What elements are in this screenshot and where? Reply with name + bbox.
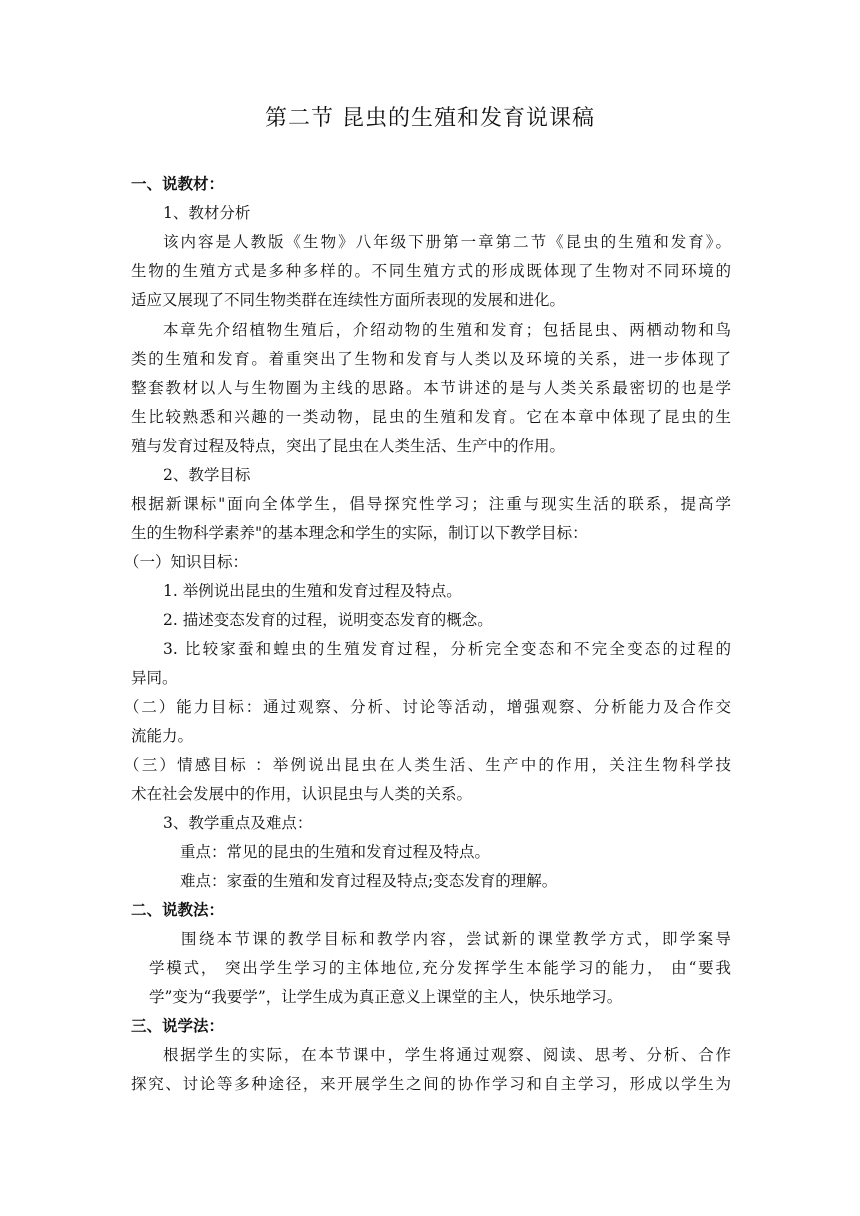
- paragraph-line: 根据学生的实际，在本节课中，学生将通过观察、阅读、思考、分析、合作: [163, 1046, 731, 1064]
- paragraph-line: 适应又展现了不同生物类群在连续性方面所表现的发展和进化。: [131, 291, 566, 309]
- knowledge-goal-item: 异同。: [131, 669, 178, 687]
- ability-goal: （二）能力目标：通过观察、分析、讨论等活动，增强观察、分析能力及合作交: [124, 698, 731, 716]
- difficult-point: 难点：家蚕的生殖和发育过程及特点;变态发育的理解。: [180, 872, 558, 890]
- paragraph-line: 根据新课标"面向全体学生，倡导探究性学习；注重与现实生活的联系，提高学: [131, 495, 731, 513]
- paragraph-line: 整套教材以人与生物圈为主线的思路。本节讲述的是与人类关系最密切的也是学: [131, 379, 731, 397]
- paragraph-line: 生的生物科学素养"的基本理念和学生的实际，制订以下教学目标：: [131, 524, 588, 542]
- ability-goal: 流能力。: [131, 727, 194, 745]
- section-heading-textbook: 一、说教材：: [131, 175, 225, 193]
- emotion-goal: （三）情感目标 ：举例说出昆虫在人类生活、生产中的作用，关注生物科学技: [124, 756, 731, 774]
- paragraph-line: 殖与发育过程及特点，突出了昆虫在人类生活、生产中的作用。: [131, 437, 566, 455]
- paragraph-line: 本章先介绍植物生殖后，介绍动物的生殖和发育；包括昆虫、两栖动物和鸟: [163, 321, 731, 339]
- page-title: 第二节 昆虫的生殖和发育说课稿: [265, 106, 595, 131]
- knowledge-goal-item: 1. 举例说出昆虫的生殖和发育过程及特点。: [163, 582, 462, 600]
- paragraph-line: 类的生殖和发育。着重突出了生物和发育与人类以及环境的关系，进一步体现了: [131, 350, 731, 368]
- emotion-goal: 术在社会发展中的作用，认识昆虫与人类的关系。: [131, 785, 473, 803]
- paragraph-line: 学模式， 突出学生学习的主体地位,充分发挥学生本能学习的能力， 由“要我: [149, 959, 731, 977]
- subheading-textbook-analysis: 1、教材分析: [163, 204, 251, 222]
- subheading-teaching-goals: 2、教学目标: [163, 466, 251, 484]
- paragraph-line: 生比较熟悉和兴趣的一类动物，昆虫的生殖和发育。它在本章中体现了昆虫的生: [131, 408, 731, 426]
- knowledge-goal-item: 3. 比较家蚕和蝗虫的生殖发育过程，分析完全变态和不完全变态的过程的: [163, 640, 731, 658]
- section-heading-learning-method: 三、说学法：: [131, 1017, 225, 1035]
- knowledge-goal-item: 2. 描述变态发育的过程，说明变态发育的概念。: [163, 611, 493, 629]
- paragraph-line: 围绕本节课的教学目标和教学内容，尝试新的课堂教学方式，即学案导: [181, 930, 731, 948]
- paragraph-line: 探究、讨论等多种途径，来开展学生之间的协作学习和自主学习，形成以学生为: [131, 1075, 731, 1093]
- section-heading-teaching-method: 二、说教法：: [131, 901, 225, 919]
- paragraph-line: 学”变为“我要学”，让学生成为真正意义上课堂的主人，快乐地学习。: [149, 988, 623, 1006]
- knowledge-goal-label: （一）知识目标：: [124, 553, 249, 571]
- key-point: 重点：常见的昆虫的生殖和发育过程及特点。: [180, 843, 491, 861]
- paragraph-line: 生物的生殖方式是多种多样的。不同生殖方式的形成既体现了生物对不同环境的: [131, 262, 731, 280]
- subheading-key-points: 3、教学重点及难点：: [163, 814, 313, 832]
- paragraph-line: 该内容是人教版《生物》八年级下册第一章第二节《昆虫的生殖和发育》。: [163, 233, 731, 251]
